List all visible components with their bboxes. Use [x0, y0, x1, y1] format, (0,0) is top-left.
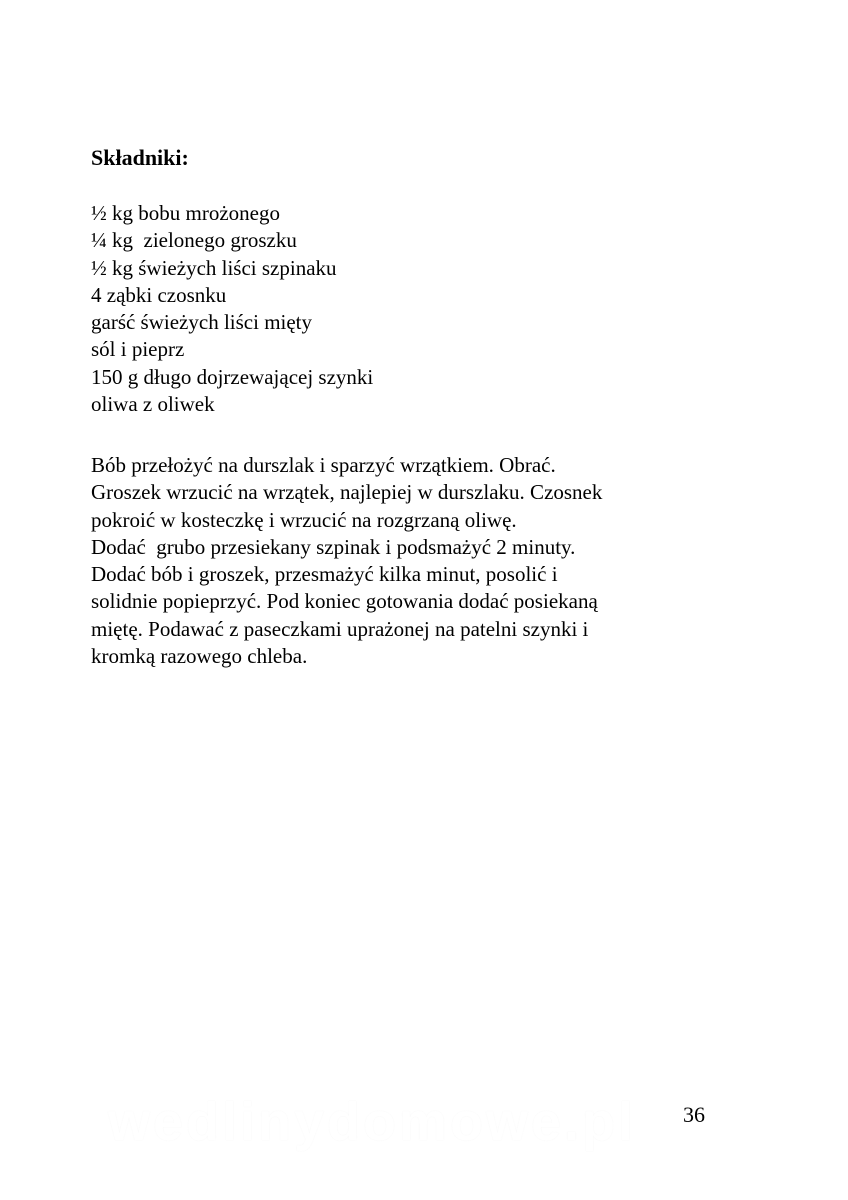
instruction-line: pokroić w kosteczkę i wrzucić na rozgrzaną oliwę.	[91, 507, 517, 532]
ingredient-item: 150 g długo dojrzewającej szynki	[91, 364, 374, 389]
instruction-line: Bób przełożyć na durszlak i sparzyć wrzątkiem. Obrać.	[91, 453, 556, 477]
watermark: wedlinydomowe.pl	[108, 1092, 637, 1152]
instruction-line: Groszek wrzucić na wrzątek, najlepiej w durszlaku. Czosnek	[91, 480, 603, 505]
ingredient-item: sól i pieprz	[91, 337, 185, 362]
instructions-paragraph	[91, 452, 602, 670]
instruction-line: kromką razowego chleba.	[91, 644, 308, 669]
instruction-line: Dodać bób i groszek, przesmażyć kilka minut, posolić i	[91, 562, 558, 587]
ingredient-item: ¼ kg zielonego groszku	[91, 228, 297, 253]
ingredients-heading: Składniki:	[91, 145, 189, 170]
ingredient-item: garść świeżych liści mięty	[91, 310, 313, 335]
ingredient-item: 4 ząbki czosnku	[91, 282, 227, 307]
ingredient-item: ½ kg świeżych liści szpinaku	[91, 255, 337, 280]
instruction-line: solidnie popieprzyć. Pod koniec gotowania dodać posiekaną	[91, 589, 598, 614]
ingredients-list	[91, 200, 373, 418]
instruction-line: miętę. Podawać z paseczkami uprażonej na patelni szynki i	[91, 616, 589, 641]
ingredient-item: ½ kg bobu mrożonego	[91, 201, 280, 225]
page-number: 36	[683, 1102, 705, 1127]
instruction-line: Dodać grubo przesiekany szpinak i podsmażyć 2 minuty.	[91, 534, 576, 559]
ingredient-item: oliwa z oliwek	[91, 392, 215, 417]
